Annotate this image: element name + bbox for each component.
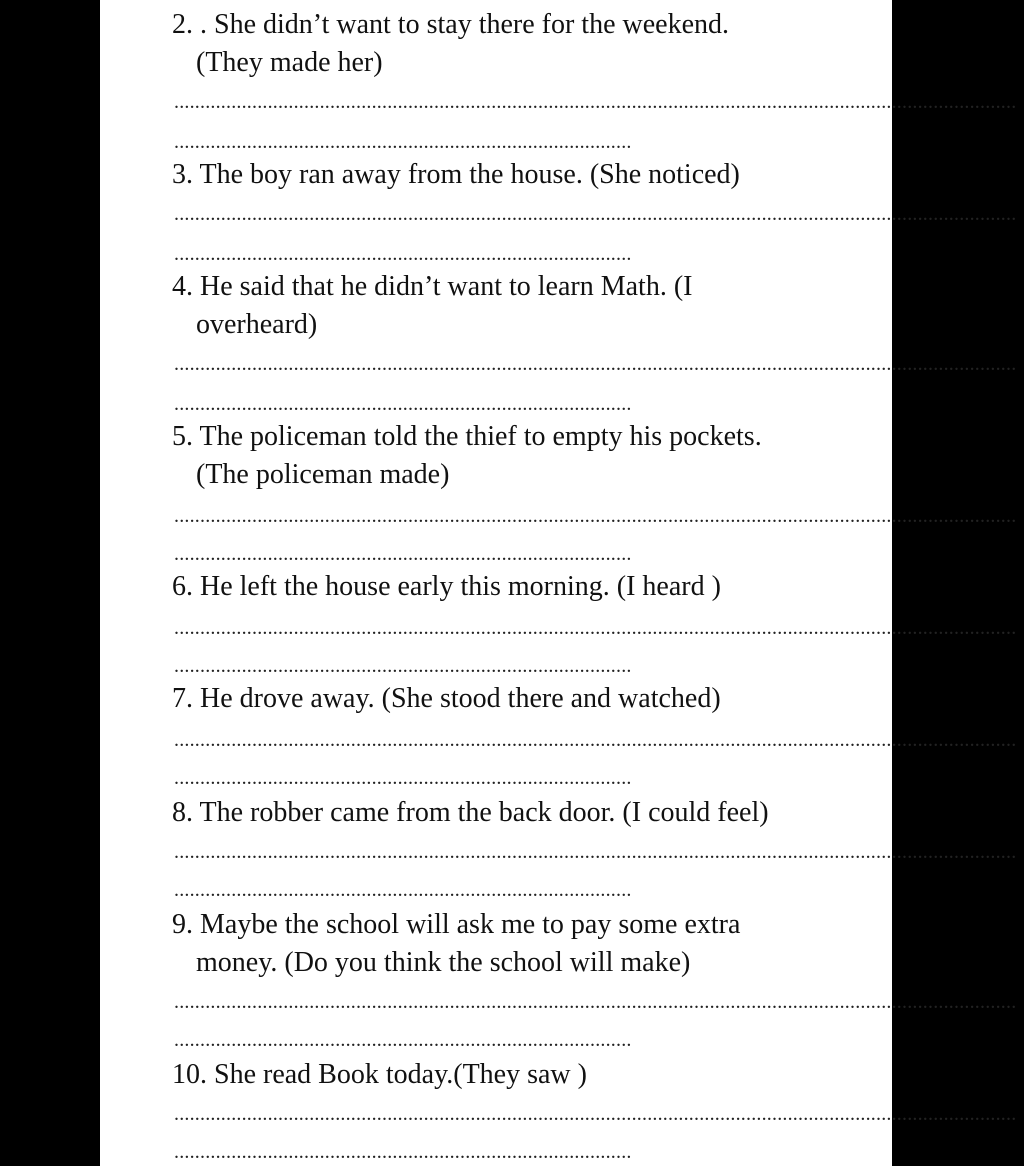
answer-line: ........................................................................................ — [174, 879, 632, 901]
answer-line: .................................................................................................................................................................. — [174, 841, 1017, 863]
answer-line: ........................................................................................ — [174, 655, 632, 677]
question-2-text: 2. . She didn’t want to stay there for the weekend. — [172, 9, 730, 40]
question-9-hint: money. (Do you think the school will make) — [196, 947, 691, 978]
answer-line: .................................................................................................................................................................. — [174, 353, 1017, 375]
question-9-text: 9. Maybe the school will ask me to pay some extra — [172, 909, 741, 940]
answer-line: ........................................................................................ — [174, 131, 632, 153]
answer-line: .................................................................................................................................................................. — [174, 617, 1017, 639]
answer-line: .................................................................................................................................................................. — [174, 505, 1017, 527]
question-5-hint: (The policeman made) — [196, 459, 450, 490]
answer-line: ........................................................................................ — [174, 1141, 632, 1163]
answer-line: ........................................................................................ — [174, 393, 632, 415]
answer-line: ........................................................................................ — [174, 1029, 632, 1051]
answer-line: .................................................................................................................................................................. — [174, 729, 1017, 751]
answer-line: .................................................................................................................................................................. — [174, 203, 1017, 225]
question-2-hint: (They made her) — [196, 47, 383, 78]
answer-line: ........................................................................................ — [174, 767, 632, 789]
question-7-text: 7. He drove away. (She stood there and watched) — [172, 683, 721, 714]
question-4-hint: overheard) — [196, 309, 318, 340]
answer-line: .................................................................................................................................................................. — [174, 991, 1017, 1013]
answer-line: ........................................................................................ — [174, 543, 632, 565]
worksheet-page — [100, 0, 1017, 1166]
question-6-text: 6. He left the house early this morning. (I heard ) — [172, 571, 721, 602]
question-4-text: 4. He said that he didn’t want to learn Math. (I — [172, 271, 693, 302]
question-3-text: 3. The boy ran away from the house. (She noticed) — [172, 159, 740, 190]
answer-line: .................................................................................................................................................................. — [174, 91, 1017, 113]
answer-line: .................................................................................................................................................................. — [174, 1103, 1017, 1125]
question-8-text: 8. The robber came from the back door. (I could feel) — [172, 797, 769, 828]
answer-line: ........................................................................................ — [174, 243, 632, 265]
question-5-text: 5. The policeman told the thief to empty his pockets. — [172, 421, 762, 452]
question-10-text: 10. She read Book today.(They saw ) — [172, 1059, 587, 1090]
